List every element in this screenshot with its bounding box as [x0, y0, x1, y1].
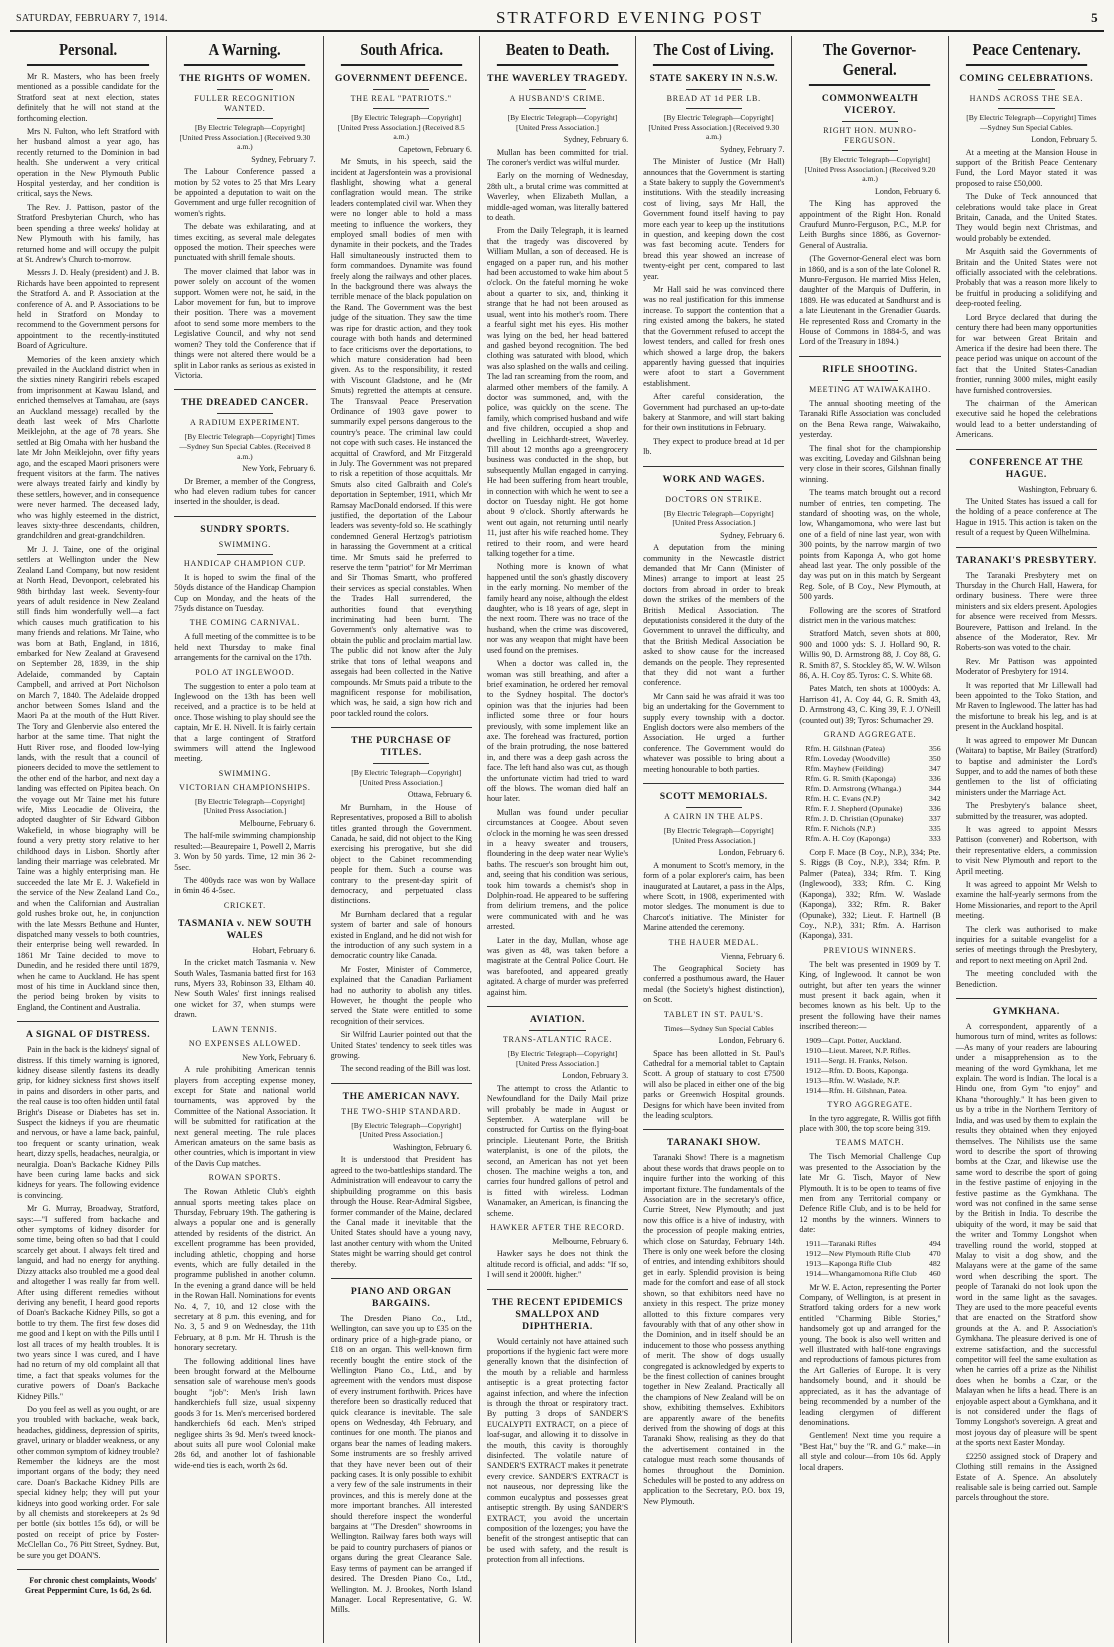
article-subheading: HANDS ACROSS THE SEA. — [969, 94, 1084, 103]
paragraph: Nothing more is known of what happened until the son's ghastly discovery in the early morning. No member of the family heard any noise, although the eldest daughter, who is 18 years of age, slept in the next room. There was no trace of the husband, when the crime was discovered, nor was any weapon that might have been used found on the premises. — [486, 562, 629, 655]
dateline: Melbourne, February 6. — [552, 1236, 629, 1246]
article-headline: A SIGNAL OF DISTRESS. — [26, 1029, 151, 1041]
paragraph: Memories of the keen anxiety which prevailed in the Auckland district when in the sixties ninety Rangiriri rebels escaped from imprisonment at Kawau Island, and enriched themselves at Tamahau, are (says an Auckland message) recalled by the death last week of Mrs Charlotte Meiklejohn, at the age of 78 years. She settled at Big Omaha with her husband the late Mr John Meiklejohn, over fifty years ago, and the escaped Maori prisoners were frequent visitors at the farm. The natives were always treated fairly and kindly by these settlers, however, and in consequence were never harmed. The deceased lady, who was highly esteemed in the district, leaves sixty-three descendants, children, grandchildren and great-grandchildren. — [17, 354, 160, 541]
paragraph: Sir Wilfrid Laurier pointed out that the United States' tendency to seek titles was growing. — [330, 1030, 472, 1061]
paragraph: Pain in the back is the kidneys' signal of distress. If this timely warning is ignored, kidney disease silently fastens its deadly grip, for kidney sickness first shows itself in pains and disorders in other parts, and the real cause is too often hidden until fatal Bright's Disease or Diabetes has set in. Suspect the kidneys if you are rheumatic and nervous, or have a lame back, painful, too frequent or scanty urination, weak heart, dizzy spells, headaches, neuralgia, or neuralgia. Doan's Backache Kidney Pills have been curing lame backs and sick kidneys for years. The following evidence is convincing. — [17, 1045, 160, 1200]
paragraph: Mr R. Masters, who has been freely mentioned as a possible candidate for the Stratford seat at next election, states definitely that he will not stand at the forthcoming election. — [17, 72, 160, 123]
list-item-label: 1911—Taranaki Rifles — [805, 1238, 877, 1248]
dateline: Hobart, February 6. — [252, 945, 316, 955]
list-item — [805, 1086, 940, 1096]
column-3 — [323, 36, 479, 1643]
paragraph: The second reading of the Bill was lost. — [340, 1064, 471, 1074]
paragraph: The teams match brought out a record number of entries, ten competing. The standard of shooting was, on the whole, low, Whangamomona, who were last but one of a field of nine last year, won with 300 points, by the narrow margin of two points from Kaponga A, who got home ahead last year. The only possible of the day was put on in this match by Sergeant Reg. Sole, of B Coy., New Plymouth, at 500 yards. — [799, 488, 941, 602]
paragraph: The Taranaki Presbytery met on Thursday in the Church Hall, Hawera, for ordinary business. There were three ministers and six elders present. Apologies for absence were received from Messrs. Bourevere, Pattison and Ireland. In the absence of the Moderator, Rev. Mr Roberts-son was voted to the chair. — [955, 570, 1097, 653]
article-headline: WORK AND WAGES. — [662, 473, 765, 485]
short-rule — [842, 121, 899, 122]
paragraph: Mr G. Murray, Broadway, Stratford, says:—"I suffered from backache and other symptoms of kidney disorder for some time, being often so bad that I could scarcely get about. I always felt tired and languid, and had no energy for anything. Dizzy attacks also troubled me a good deal and altogether I was really far from well. After using different remedies without deriving any benefit, I heard good reports of Doan's Backache Kidney Pills, so got a bottle to try them. The first few doses did me good and I kept on with the Pills until I lost all traces of my health troubles. It is two years since I was cured, and I have had no return of my old complaint all that time, a fact that speaks volumes for the curative powers of Doan's Backache Kidney Pills." — [17, 1204, 160, 1401]
list-item — [805, 834, 940, 844]
article-subheading: DOCTORS ON STRIKE. — [665, 494, 763, 504]
telegraph-credit: [By Electric Telegraph—Copyright] Times—Sydney Sun Special Cables. (Received 8 a.m.) — [179, 432, 316, 461]
telegraph-credit: [By Electric Telegraph—Copyright] [United Press Association.] (Received 9.30 a.m.) — [179, 123, 311, 152]
telegraph-credit: [By Electric Telegraph—Copyright] [United Press Association.] (Received 8.5 a.m.) — [337, 113, 465, 142]
article-separator — [17, 1021, 159, 1022]
article-headline: THE AMERICAN NAVY. — [342, 1090, 460, 1102]
list-item-label: Rfm. Mayhew (Feilding) — [805, 764, 884, 774]
short-rule — [686, 108, 743, 109]
paragraph: The Geographical Society has conferred a posthumous award, the Hauer medal (the Society's highest distinction), on Scott. — [643, 963, 785, 1005]
article-subheading: LAWN TENNIS. — [212, 1024, 278, 1034]
article-headline: SUNDRY SPORTS. — [200, 523, 290, 535]
paragraph: £2250 assigned stock of Drapery and Clothing still remains in the Assigned Estate of A. Spence. An absolutely realisable sale is being carried out. Sample parcels throughout the store. — [955, 1451, 1097, 1503]
article-separator — [956, 449, 1097, 450]
short-rule — [373, 89, 430, 90]
article-subheading: HAWKER AFTER THE RECORD. — [490, 1222, 625, 1232]
paragraph: It was agreed to appoint Mr Welsh to examine the half-yearly sermons from the Home Missionaries, and report to the April meeting. — [955, 879, 1097, 921]
paragraph: The King has approved the appointment of the Right Hon. Ronald Craufurd Munro-Ferguson, P.C., M.P. for Leith Burghs since 1886, as Governor-General of Australia. — [799, 199, 941, 250]
paragraph: Rev. Mr Pattison was appointed Moderator of Presbytery for 1914. — [955, 656, 1097, 677]
dateline: Vienna, February 6. — [720, 951, 785, 961]
article-headline: THE WAVERLEY TRAGEDY. — [487, 73, 628, 84]
list-item — [805, 754, 940, 764]
paragraph: The final shot for the championship was exciting, Loveday and Gilshnan being very close in their scores, Gilshnan finally winning. — [799, 443, 941, 484]
article-headline: THE RECENT EPIDEMICS SMALLPOX AND DIPHTHERIA. — [491, 1296, 624, 1332]
paragraph: At a meeting at the Mansion House in support of the British Peace Centenary Fund, the Lord Mayor stated it was proposed to raise £50,000. — [955, 147, 1097, 188]
article-subheading: PREVIOUS WINNERS. — [823, 945, 917, 955]
paragraph: A monument to Scott's memory, in the form of a polar explorer's cairn, has been inaugurated at Lautaret, a pass in the Alps, where Scott, in 1908, experimented with motor sledges. The monument is due to Charcot's initiative. The Minister for Marine attended the ceremony. — [643, 860, 785, 933]
column-2 — [166, 36, 322, 1643]
article-subheading: THE TWO-SHIP STANDARD. — [341, 1106, 462, 1116]
article-subheading: CRICKET. — [223, 900, 266, 910]
newspaper-title: STRATFORD EVENING POST — [495, 8, 763, 27]
list-item-value: 336 — [929, 774, 941, 784]
list-item-value: 350 — [929, 754, 941, 764]
list-item — [805, 794, 940, 804]
dateline: Sydney, February 6. — [720, 530, 785, 540]
paragraph: The mover claimed that labor was in power solely on account of the women support. Women were not, he said, in the Labor movement for fun, but to improve their position. There was a movement afoot to send some more members to the Legislative Council, and why not send women? They told the Conference that if things were not altered there would be a split in Labor ranks as serious as existed in Victoria. — [174, 266, 316, 380]
paragraph: Taranaki Show! There is a magnetism about these words that draws people on to inquire further into the working of this important fixture. The fundamentals of the Association are in the secretary's office, Currie Street, New Plymouth; and just now this office is a hive of industry, with the procession of people making entries, which close on Saturday, February 14th. There is only one week before the closing of entries, and intending exhibitors should get in early. Splendid provision is being made for the comfort and ease of all stock shown, so that exhibitors need have no anxiety in this respect. The prize money allotted to this fixture compares very favourably with that of any other show in the Dominion, and in itself should be an inducement to those who possess anything of merit. The show of dogs usually congregated is acknowledged by experts to be the finest collection of canines brought together in New Zealand. Practically all the champions of New Zealand will be on show, exhibiting themselves. Exhibitors are apparently aware of the benefits derived from the showing of dogs at this Taranaki Show, realising as they do that the advertisement contained in the catalogue must reach some thousands of homes throughout the Dominion. Schedules will be posted to any address on application to the Secretary, P.O. box 19, New Plymouth. — [643, 1153, 785, 1506]
article-subheading: ROWAN SPORTS. — [208, 1173, 282, 1183]
dateline: New York, February 6. — [242, 464, 316, 474]
list-item — [805, 814, 940, 824]
article-subheading: TRANS-ATLANTIC RACE. — [502, 1035, 613, 1045]
article-headline: TARANAKI'S PRESBYTERY. — [955, 554, 1097, 566]
article-headline: TASMANIA v. NEW SOUTH WALES — [178, 917, 312, 941]
paragraph: The suggestion to enter a polo team at Inglewood on the 13th has been well received, and a practice is to be held at once. Those wishing to play should see the captain, Mr E. H. Nivell. It is fairly certain that a large contingent of Stratford swimmers will attend the Inglewood meeting. — [174, 681, 316, 764]
paragraph: It is understood that President has agreed to the two-battleships standard. The Administration will endeavour to carry the shipbuilding programme on this basis through the House. Rear-Admiral Sigsbee, former commander of the Maine, declared the Canal made it inevitable that the United States should have a young navy, last another century with whom the United States might be warring should get control thereby. — [330, 1155, 472, 1269]
paragraph: Mullan was found under peculiar circumstances at Coogee. About seven o'clock in the morning he was seen dressed in a heavy sweater and trousers, floundering in the deep water near Wylie's baths. The rescuer's son brought him out, and, seeing that his condition was serious, took him towards a chemist's shop in Dolphin-road. He appeared to be suffering from delirium tremens, and the police were communicated with and he was arrested. — [486, 807, 629, 932]
article-headline: COMING CELEBRATIONS. — [959, 73, 1094, 84]
short-rule — [217, 554, 274, 555]
list-item — [805, 1076, 940, 1086]
list-item-label: Rfm. Loveday (Woodville) — [805, 754, 890, 764]
paragraph: Mr Smuts, in his speech, said the incident at Jagersfontein was a provisional flashlight, showing what a general conflagration would mean. The strike leaders contemplated civil war. When they were no longer able to hold a mass meeting to influence the workers, they employed small bodies of men with dynamite in their pockets, and the Trades Hall simultaneously instructed them to form commandoes. Dynamite was found freely along the railways and other places. In the background there was always the terrible menace of the black population on the Rand. The Government was the best judge of the situation. They saw the time was ripe for drastic action, and they took courage with both hands and determined to face criticisms over the deportations, to which mature consideration had been given. As to the responsibility, it rested with Viscount Gladstone, and he (Mr Smuts) regretted the attempts at censure. The Transvaal Peace Preservation Ordinance of 1903 gave power to summarily expel persons dangerous to the country's peace. The criminal law could not cope with such cases. He instanced the acquittal of Crawford, and Mr Fitzgerald in July. The Government was not prepared to risk a repetition of those acquittals. Mr Smuts also cited Galbraith and Cole's deportation in September, 1911, which Mr Ramsay MacDonald endorsed. If this were justified, the deportation of the Labour leaders was seventy-fold so. He scathingly condemned General Hertzog's patriotism in harassing the Government at a critical time. Mr Smuts said he preferred to reserve the term "patriot" for Mr Merriman and Sir Thomas Smartt, who proffered their services as special constables. When the Trades Hall surrendered, the authorities found that everything incriminating had been burnt. The Government's only alternative was to obtain the public and proclaim martial law. The public did not know after the July strike that tons of lethal weapons and assegais had been collected in the Native compounds. Mr Smuts paid a tribute to the magnificent response for mobilisation, which was, he said, a sign how rich and poor tackled round the colors. — [330, 157, 472, 718]
article-separator — [331, 727, 472, 728]
article-headline: AVIATION. — [530, 1014, 585, 1026]
paragraph: The Rev. J. Pattison, pastor of the Stratford Presbyterian Church, who has been spending a three weeks' holiday at New Plymouth with his family, has returned home and will occupy the pulpit at St. Andrew's Church to-morrow. — [17, 202, 160, 264]
dateline: London, February 3. — [562, 1071, 629, 1081]
list-item-value: 482 — [929, 1258, 941, 1268]
article-subheading: SWIMMING. — [218, 539, 272, 549]
score-list — [805, 1239, 940, 1279]
dateline: London, February 6. — [718, 1036, 785, 1046]
paragraph: Messrs J. D. Healy (president) and J. B. Richards have been appointed to represent the Stratford A. and P. Association at the conference of A. and P. Associations to be held in Stratford on Monday to recommend to the Government persons for appointment to the recently-instituted Board of Agriculture. — [17, 268, 160, 351]
article-separator — [643, 1129, 784, 1130]
telegraph-credit: [By Electric Telegraph—Copyright] [United Press Association.] (Received 9.20 a.m.) — [804, 155, 936, 184]
list-item-value: 347 — [929, 764, 941, 774]
paragraph: It is hoped to swim the final of the 50yds distance of the Handicap Champion Cup on Monday, and the heats of the 75yds distance on Tuesday. — [174, 572, 316, 613]
list-item-label: 1910—Lieut. Mareet, N.P. Rifles. — [805, 1045, 911, 1055]
article-separator — [174, 389, 315, 390]
list-item — [805, 1036, 940, 1046]
paragraph: A rule prohibiting American tennis players from accepting expense money, except for State and national world tournaments, was approved by the Committee of the National Association. It will be submitted for ratification at the next general meeting. The rule places American amateurs on the same basis as other countries, which is important in view of the Davis Cup matches. — [174, 1065, 316, 1168]
paragraph: Mr Cann said he was afraid it was too big an undertaking for the Government to supply every township with a doctor. English doctors were also members of the Association. He urged a further conference. The Government would do whatever was possible to bring about a meeting honourable to both parties. — [643, 691, 785, 774]
columns — [10, 36, 1104, 1643]
dateline: Capetown, February 6. — [398, 144, 472, 154]
paragraph: Mullan has been committed for trial. The coroner's verdict was wilful murder. — [486, 147, 629, 167]
paragraph: A full meeting of the committee is to be held next Thursday to make final arrangements for the carnival on the 17th. — [174, 632, 316, 663]
list-item — [805, 1269, 940, 1279]
dateline: Sydney, February 7. — [720, 144, 785, 154]
paragraph: The meeting concluded with the Benediction. — [955, 969, 1097, 989]
paragraph: The half-mile swimming championship resulted:—Beaurepaire 1, Powell 2, Marris 3. Won by 50 yards. Time, 12 min 36 2-5sec. — [174, 831, 316, 872]
list-item-label: 1913—Rfm. W. Waslade, N.P. — [805, 1075, 900, 1085]
column-heading: Peace Centenary. — [966, 40, 1088, 66]
article-headline: TARANAKI SHOW. — [666, 1137, 761, 1149]
list-item — [805, 764, 940, 774]
article-headline: STATE SAKERY IN N.S.W. — [649, 73, 779, 84]
list-item-value: 356 — [929, 744, 941, 754]
paragraph: The 400yds race was won by Wallace in 6min 46 4-5sec. — [174, 876, 316, 896]
paragraph: The following additional lines have been brought forward at the Melbourne sensation sale of warehouse men's goods bought "job": Men's Irish lawn handkerchiefs full size, usual sixpenny goods 3 for 1s. Men's mercerised bordered handkerchiefs 6d each. Men's striped negligee shirts 3s 9d. Men's tweed knock-about suits all pure wool Colonial make 28s 6d, and another lot of fashionable wide-end ties is each, worth 2s 6d. — [174, 1356, 316, 1470]
paragraph: Mr Asquith said the Governments of Britain and the United States were not officially associated with the celebrations. Probably that was a reason more likely to be fruitful in producing a solidifying and deep-rooted feeling. — [955, 247, 1097, 309]
article-subheading: VICTORIAN CHAMPIONSHIPS. — [179, 782, 311, 792]
list-item-value: 342 — [929, 794, 941, 804]
article-subheading: A CAIRN IN THE ALPS. — [664, 812, 764, 822]
list-item-label: 1914—Rfm. H. Gilshnan, Patea. — [805, 1085, 907, 1095]
paragraph: Dr Bremer, a member of the Congress, who had eleven radium tubes for cancer inserted in the shoulder, is dead. — [174, 476, 316, 507]
list-item-label: 1914—Whangamomona Rifle Club — [805, 1268, 917, 1278]
paragraph: Mrs N. Fulton, who left Stratford with her husband almost a year ago, has recently returned to the Dominion in bad health. She underwent a very critical operation in the New Plymouth Public Hospital yesterday, and her condition is critical, says the News. — [17, 127, 160, 199]
list-item-value: 336 — [929, 804, 941, 814]
advert-line: For chronic chest complaints, Woods' Great Peppermint Cure, 1s 6d, 2s 6d. — [24, 1576, 158, 1596]
paragraph: When a doctor was called in, the woman was still breathing, and after a brief examination, he ordered her removal to the Sydney hospital. The doctor's opinion was that the injuries had been inflicted some three or four hours previously, with some implement like an axe. The forehead was fractured, portion of the brain protruding, the nose battered in, and there was a deep gash across the face. The left hand also was cut, as though the unfortunate victim had tried to ward off the blows. The woman died half an hour later. — [486, 659, 629, 804]
list-item — [805, 1249, 940, 1259]
dateline: Washington, February 6. — [1018, 484, 1097, 494]
list-item — [805, 1259, 940, 1269]
list-item-label: Rfm. H. Gilshnan (Patea) — [805, 744, 885, 754]
list-item-label: 1909—Capt. Potter, Auckland. — [805, 1035, 902, 1045]
telegraph-credit: [By Electric Telegraph—Copyright] [United Press Association.] — [351, 768, 462, 787]
paragraph: The Rowan Athletic Club's eighth annual sports meeting takes place on Thursday, February 19th. The gathering is always a popular one and is generally attended by residents of the district. An excellent programme has been provided, including athletic, chopping and horse events, which are fully detailed in the programme published in another column. In the evening a grand dance will be held in the Rowan Hall. Nominations for events No. 4, 7, 10, and 12 close with the secretary at 8 p.m. this evening, and for No. 3, 5 and 9 on Wednesday, the 11th February, at 8 p.m. Mr H. Thrush is the honorary secretary. — [174, 1187, 316, 1353]
paragraph: The belt was presented in 1909 by T. King, of Inglewood. It cannot be won outright, but after ten years the winner must present it back again, when it becomes known as his belt. Up to the present the following have their names inscribed thereon:— — [799, 959, 941, 1032]
paragraph: Do you feel as well as you ought, or are you troubled with backache, weak back, headaches, giddiness, depression of spirits, gravel, urinary or bladder weakness, or any other common symptom of kidney trouble? Remember the kidneys are the most important organs of the body; they need care. Doan's Backache Kidney Pills are special kidney help; they will put your kidneys into good working order. For sale by all chemists and storekeepers at 2s 9d per bottle (six bottles 15s 6d), or will be posted on receipt of price by Foster-McClellan Co., 76 Pitt Street, Sydney. But, be sure you get DOAN'S. — [17, 1404, 160, 1560]
paragraph: In the tyro aggregate, R. Willis got fifth place with 300, the top score being 319. — [799, 1113, 941, 1133]
paragraph: Mr Hall said he was convinced there was no real justification for this immense increase. To support the contention that a ring existed among the bakers, he stated that the Government refused to accept the lowest tenders, and called for fresh ones which showed a large drop, the bakers apparently having guessed that inquiries were afoot to start a Government establishment. — [643, 285, 785, 388]
telegraph-credit: [By Electric Telegraph—Copyright] [United Press Association.] — [195, 796, 305, 816]
list-item-value: 337 — [929, 814, 941, 824]
paragraph: The Minister of Justice (Mr Hall) announces that the Government is starting a State bakery to supply the Government's institutions. With the steadily increasing cost of living, says Mr Hall, the Government found itself having to pay more each year to keep up the institutions in question, and keeping down the cost was fast becoming acute. Tenders for bread this year showed an increase of twenty-eight per cent, compared to last year. — [643, 157, 785, 281]
column-heading: Beaten to Death. — [497, 40, 619, 66]
dateline: Ottawa, February 6. — [407, 790, 472, 800]
list-item-value: 470 — [929, 1248, 941, 1258]
paragraph: From the Daily Telegraph, it is learned that the tragedy was discovered by William Mullan, a son of deceased. He is engaged on a paper run, and his mother had been accustomed to wake him about 5 o'clock. On the fateful morning he woke about a quarter to six, and, thinking it strange that he had not been aroused as usual, went into his mother's room. There a fearful sight met his eyes. His mother was lying on the bed, her head battered and gashed beyond recognition. The bed clothing was saturated with blood, which was also splashed on the walls and ceiling. The lad ran screaming from the room, and alarmed other members of the family. A doctor was summoned, and, with the police, was quickly on the scene. The family, which comprised husband and wife and five children, occupied a shop and dwelling in Leichhardt-street, Waverley. Till about 12 months ago a greengrocery business was conducted in the shop, but subsequently Mullan engaged in carrying. He had been suffering from heart trouble, in connection with which he went to see a doctor on Tuesday night. He got home about 9 o'clock. Shortly afterwards he went out again, not returning until nearly 11, just after his wife reached home. They retired to their room, and were heard talking together for a time. — [486, 226, 629, 559]
article-subheading: A HUSBAND'S CRIME. — [509, 94, 606, 103]
article-headline: RIFLE SHOOTING. — [822, 363, 918, 375]
short-rule — [529, 1030, 586, 1031]
article-subheading: BREAD AT 1d PER LB. — [666, 94, 761, 103]
article-subheading: NO EXPENSES ALLOWED. — [188, 1038, 302, 1048]
article-separator — [956, 547, 1097, 548]
article-headline: GOVERNMENT DEFENCE. — [334, 73, 468, 84]
score-list — [805, 1036, 940, 1096]
dateline: London, February 6. — [874, 186, 941, 196]
list-item — [805, 784, 940, 794]
article-subheading: RIGHT HON. MUNRO-FERGUSON. — [823, 126, 917, 145]
column-heading: The Governor-General. — [809, 40, 931, 86]
article-subheading: SWIMMING. — [218, 768, 272, 778]
column-7 — [948, 36, 1104, 1643]
telegraph-credit: [By Electric Telegraph—Copyright] [United Press Association.] — [507, 113, 618, 132]
article-subheading: MEETING AT WAIWAKAIHO. — [809, 384, 932, 394]
dateline: Sydney, February 7. — [251, 154, 316, 164]
article-subheading: TABLET IN ST. PAUL'S. — [663, 1009, 764, 1019]
list-item — [805, 804, 940, 814]
list-item-label: Rfm. D. Armstrong (Whanga.) — [805, 784, 902, 794]
list-item-value: 494 — [929, 1238, 941, 1248]
short-rule — [217, 89, 274, 90]
article-headline: THE RIGHTS OF WOMEN. — [179, 73, 311, 84]
list-item-value: 333 — [929, 834, 941, 844]
list-item-value: 335 — [929, 824, 941, 834]
dateline: Sydney, February 6. — [563, 135, 629, 145]
list-item-label: Rfm. H. C. Evans (N.P) — [805, 794, 880, 804]
list-item-label: 1913—Kaponga Rifle Club — [805, 1258, 892, 1268]
article-subheading: TYRO AGGREGATE. — [827, 1099, 913, 1109]
dateline: Melbourne, February 6. — [239, 819, 316, 828]
short-rule — [842, 380, 899, 381]
list-item-label: Rfm. J. D. Christian (Opunake) — [805, 814, 904, 824]
paragraph: Later in the day, Mullan, whose age was given as 48, was taken before a magistrate at the Central Police Court. He was barefooted, and appeared greatly agitated. A charge of murder was preferred against him. — [486, 935, 629, 997]
article-separator — [331, 1278, 472, 1279]
dateline: London, February 6. — [718, 848, 785, 858]
dateline: New York, February 6. — [242, 1052, 316, 1062]
paragraph: The Dresden Piano Co., Ltd., Wellington, can save you up to £35 on the ordinary price of a high-grade piano, or £18 on an organ. This well-known firm recently bought the entire stock of the Wellington Piano Co., Ltd., and by agreement with the vendors must dispose of every instrument forthwith. Prices have therefore been so drastically reduced that quick clearance is inevitable. The sale opens on Wednesday, 4th February, and continues for one month. The pianos and organs bear the names of leading makers. Some instruments are so freshly arrived that they have never been out of their packing cases. It is only possible to exhibit a very few of the sale instruments in their provinces, and this is merely done at the more important branches. All interested should therefore inspect the wonderful bargains at "The Dresden" showrooms in Wellington. Railway fares both ways will be paid to country purchasers of pianos or organs during the great Clearance Sale. Easy terms of payment can be arranged if desired. The Dresden Piano Co., Ltd., Wellington. M. J. Brookes, North Island Manager. Local Representative, G. W. Mills. — [330, 1313, 472, 1615]
list-item — [805, 744, 940, 754]
article-separator — [17, 1569, 159, 1570]
paragraph: The annual shooting meeting of the Taranaki Rifle Association was concluded on the Bena Rewa range, Waiwakaiho, yesterday. — [799, 398, 941, 440]
list-item — [805, 1066, 940, 1076]
list-item-label: Rfm. A. H. Coy (Kaponga) — [805, 834, 891, 844]
column-heading: South Africa. — [340, 40, 462, 66]
telegraph-credit: [By Electric Telegraph—Copyright] Times—Sydney Sun Special Cables. — [966, 113, 1097, 132]
paragraph: It was agreed to empower Mr Duncan (Waitara) to baptise, Mr Bailey (Stratford) to baptise and administer the Lord's Supper, and to add the names of both these gentlemen to the list of officiating ministers under the Marriage Act. — [955, 735, 1097, 797]
paragraph: Space has been allotted in St. Paul's Cathedral for a memorial tablet to Captain Scott. A group of statuary to cost £7500 will also be placed in either one of the big parks or Greenwich Hospital grounds. Designs for which have been invited from the leading sculptors. — [643, 1048, 785, 1120]
masthead — [10, 6, 1104, 32]
paragraph: Stratford Match, seven shots at 800, 900 and 1000 yds: S. J. Hollard 90, R. Willis 90, D. Armstrong 88, J. Coy 88, G. R. Smith 87, S. Stockley 85, W. W. Wilson 86, A. H. Coy 85. Tyros: C. S. White 68. — [799, 629, 941, 681]
page-number: 5 — [1091, 10, 1098, 25]
paragraph: Mr W. E. Acton, representing the Porter Company, of Wellington, is at present in Stratford taking orders for a new work entitled "Charming Bible Stories," handsomely got up and arranged for the young. The book is also well written and well illustrated with half-tone engravings and reproductions of famous pictures from the Art Galleries of Europe. It is very handsomely bound, and it should be appreciated, as it has the advantage of being recommended by a number of the leading clergymen of different denominations. — [799, 1282, 941, 1427]
short-rule — [686, 807, 743, 808]
short-rule — [217, 413, 274, 414]
paragraph: Mr J. J. Taine, one of the original settlers at Wellington under the New Zealand Land Company, but now resident at North Head, Devonport, celebrated his 98th birthday last week. Seventy-four years of adult residence in New Zealand still finds him wonderfully well—a fact which causes much gratification to his many friends and relations. Mr Taine, who was born at Bath, England, in 1816, embarked for New Zealand at Gravesend on September 28, 1839, in the ship Adelaide, commanded by Captain Campbell, and arrived at Port Nicholson on March 7, 1840. The Adelaide dropped anchor between Somes Island and the Maori Pa at the mouth of the Hutt River. The Tory and Glenbervie also entered the harbor at the same time. That night the Hutt River rose, and flooded low-lying lands, with the result that a council of pioneers decided to move the settlement to the other end of the harbor, and next day a landing was effected on Pipitea beach. On the voyage out Mr Taine met his future wife, Miss Leocadie de Oliveira, the adopted daughter of Sir Edward Gibbon Wakefield, in whose biography will be found a very pretty story relative to her childhood days in Lisbon. Shortly after landing their marriage was celebrated. Mr Taine was a highly enterprising man. He succeeded the late Mr E. J. Wakefield in the service of the New Zealand Land Co., and when the Californian and Australian gold rushes broke out, he, in conjunction with the late Messrs Bethune and Hunter, dispatched many vessels to both countries, their enterprise being well rewarded. In 1861 Mr Taine decided to move to Dunedin, and he resided there until 1879, when he came to Auckland. He has spent most of his time in Auckland since then, the period being broken by visits to England, the Continent and Australia. — [17, 544, 160, 1012]
paragraph: (The Governor-General elect was born in 1860, and is a son of the late Colonel R. Munro-Ferguson. He married Miss Helen, daughter of the Marquis of Dufferin, in 1889. He was educated at Sandhurst and is a late Lieutenant in the Grenadier Guards. He represented Ross and Cromarty in the House of Commons in 1884-5, and was Lord of the Treasury in 1894.) — [799, 254, 941, 347]
paragraph: The chairman of the American executive said he hoped the celebrations would lead to a better understanding of Americans. — [955, 398, 1097, 440]
paragraph: A correspondent, apparently of a humorous turn of mind, writes as follows:—As many of your readers are labouring under a misapprehension as to the meaning of the word Gymkhana, let me explain. The word is Indian. The local is a Hindu one, from Gym "to enjoy" and Khana "thoroughly." It has been given to us by a tribe in the Northern Territory of India, and was used by them to explain the results they obtained when they enjoyed themselves. The Nihilists use the same word to describe the sport of throwing bombs at the Czar, and likewise use the same word to describe the sport of going in the festive pastime of enjoying in the festive pastime as the Gymkhana. The word was not confined in the same sense by the British in India. To describe the ubiquity of the word, it may be said that the writer and Tommy Longshot when travelling round the world, stopped at Malay to visit a dog show, and the Malayans were at the game of the same word when describing the sport. The people of Taranaki do not look upon the word in the same light as the savages. They are used to the more peaceful events that are enacted on the Stratford show grounds at the A. and P. Association's Gymkhana. The pleasure derived is one of extreme satisfaction, and the successful competitor will feel the same exultation as when he carries off a prize as the Nihilist does when he bombs a Czar, or the Malayan when he lifts a head. There is an enjoyable aspect about a Gymkhana, and it is not considered under the flags of Tommy Longshot's sovereign. A great and most joyous day of pleasure will be spent at the sports next Easter Monday. — [955, 1022, 1097, 1448]
article-headline: THE DREADED CANCER. — [181, 397, 309, 409]
article-subheading: THE REAL "PATRIOTS." — [350, 94, 452, 103]
paragraph: Corp F. Mace (B Coy., N.P.), 334; Pte. S. Riggs (B Coy., N.P.), 334; Rfm. P. Palmer (Patea), 334; Rfm. T. King (Inglewood), 333; Rfm. C. King (Kaponga), 332; Rfm. W. Waslade (Kaponga), 332; Rfm. R. Baker (Opunake), 332; Lieut. F. Hartnell (B Coy., N.P.), 331; Rfm. A. Harrison (Kaponga), 331. — [799, 848, 941, 941]
article-separator — [643, 466, 784, 467]
paragraph: Gentlemen! Next time you require a "Best Hat," buy the "R. and G." make—in all style and colour—from 10s 6d. Apply local drapers. — [799, 1431, 941, 1472]
paragraph: After careful consideration, the Government had purchased an up-to-date bakery at Stanmore, and will start baking for their own institutions in February. — [643, 392, 785, 433]
dateline: London, February 5. — [1031, 135, 1097, 145]
telegraph-credit: [By Electric Telegraph—Copyright] [United Press Association.] — [663, 508, 774, 528]
short-rule — [217, 118, 274, 119]
article-separator — [956, 998, 1097, 999]
list-item-label: 1912—New Plymouth Rifle Club — [805, 1248, 911, 1258]
short-rule — [998, 89, 1055, 90]
article-subheading: TEAMS MATCH. — [835, 1138, 905, 1148]
list-item — [805, 1056, 940, 1066]
article-subheading: POLO AT INGLEWOOD. — [195, 667, 295, 677]
column-6 — [791, 36, 947, 1643]
telegraph-credit: Times—Sydney Sun Special Cables — [663, 1023, 774, 1033]
paragraph: Mr Burnham, in the House of Representatives, proposed a Bill to abolish titles granted through the Government. Canada, he said, did not object to the King exercising his prerogative, but she did object to the Cabinet recommending people for them. Such a course was contrary to the present-day spirit of democracy, and perpetuated class distinctions. — [330, 802, 472, 906]
column-heading: Personal. — [27, 40, 149, 66]
telegraph-credit: [By Electric Telegraph—Copyright] [United Press Association.] — [507, 1049, 618, 1068]
column-heading: A Warning. — [184, 40, 306, 66]
short-rule — [529, 108, 586, 109]
short-rule — [686, 490, 743, 491]
paragraph: The Tisch Memorial Challenge Cup was presented to the Association by the late Mr G. Tisch, Mayor of New Plymouth. It is to be open to teams of five men from any Territorial company or Defence Rifle Club, and is to be held for 12 months by the winners. Winners to date: — [799, 1152, 941, 1235]
article-separator — [643, 783, 784, 784]
paragraph: The United States has issued a call for the holding of a peace conference at The Hague in 1915. This action is taken on the result of a request by Queen Wilhelmina. — [955, 496, 1097, 538]
short-rule — [373, 763, 430, 764]
article-separator — [799, 356, 940, 357]
paragraph: Early on the morning of Wednesday, 28th ult., a brutal crime was committed at Waverley, when Elizabeth Mullan, a middle-aged woman, was literally battered to death. — [486, 171, 629, 223]
paragraph: The Presbytery's balance sheet, submitted by the treasurer, was adopted. — [955, 801, 1097, 821]
telegraph-credit: [By Electric Telegraph—Copyright] [United Press Association.] — [351, 1120, 462, 1140]
list-item-label: Rfm. G. R. Smith (Kaponga) — [805, 774, 896, 784]
short-rule — [686, 89, 743, 90]
list-item-label: 1911—Sergt. H. Franks, Nelson. — [805, 1055, 908, 1065]
paragraph: Would certainly not have attained such proportions if the hygienic fact were more generally known that the disinfection of the mouth by a reliable and harmless antiseptic is a great protecting factor against infection, and where the infection is through the throat or respiratory tract. By putting 3 drops of SANDER'S EUCALYPTI EXTRACT, on a piece of loaf-sugar, and allowing it to dissolve in the mouth, this cavity is thoroughly disinfected. The volatile nature of SANDER'S EXTRACT makes it penetrate every crevice. SANDER'S EXTRACT is not nauseous, nor depressing like the common eucalyptus and possesses great antiseptic strength. By using SANDER'S EXTRACT, you avoid the uncertain composition of the lozenges; you have the benefit of the strongest antiseptic that can be used with safety, and the result is protection from all infections. — [486, 1336, 629, 1565]
paragraph: In the cricket match Tasmania v. New South Wales, Tasmania batted first for 163 runs, Myers 33, Robinson 33, Eltham 40. New South Wales' first innings realised one wicket for 37, when stumps were drawn. — [174, 958, 316, 1020]
paragraph: They expect to produce bread at 1d per lb. — [643, 436, 785, 457]
article-headline: PIANO AND ORGAN BARGAINS. — [350, 1285, 452, 1309]
short-rule — [529, 89, 586, 90]
column-heading: The Cost of Living. — [653, 40, 775, 66]
article-subheading: HANDICAP CHAMPION CUP. — [183, 558, 306, 568]
list-item — [805, 824, 940, 834]
list-item-value: 344 — [929, 784, 941, 794]
article-separator — [487, 1289, 628, 1290]
article-headline: COMMONWEALTH VICEROY. — [821, 93, 919, 116]
telegraph-credit: [By Electric Telegraph—Copyright] [United Press Association.] (Received 9.30 a.m.) — [648, 113, 780, 142]
dateline: Washington, February 6. — [392, 1143, 472, 1153]
column-5 — [635, 36, 791, 1643]
article-subheading: FULLER RECOGNITION WANTED. — [194, 94, 296, 113]
list-item — [805, 774, 940, 784]
article-headline: SCOTT MEMORIALS. — [659, 791, 768, 803]
paragraph: Mr Burnham declared that a regular system of barter and sale of honours existed in England, and he did not wish for the introduction of any such system in a democratic country like Canada. — [330, 909, 472, 961]
telegraph-credit: [By Electric Telegraph—Copyright] [United Press Association.] — [663, 826, 774, 845]
paragraph: Lord Bryce declared that during the century there had been many opportunities for war between Great Britain and America if the desire had been there. The peace period was unique on account of the fact that the United States-Canadian frontier, running 3000 miles, might easily have furnished controversies. — [955, 312, 1097, 395]
short-rule — [998, 108, 1055, 109]
paragraph: It was reported that Mr Lillewall had been appointed to the Toko Station, and Mr Raven to Inglewood. The latter has had the misfortune to break his leg, and is at present in the Auckland hospital. — [955, 680, 1097, 732]
paragraph: The Labour Conference passed a motion by 52 votes to 25 that Mrs Leary be appointed a deputation to wait on the Government and urge fuller recognition of women's rights. — [174, 167, 316, 218]
paragraph: The debate was exhilarating, and at times exciting, as several male delegates opposed the motion. Their speeches were punctuated with shrill female shouts. — [174, 222, 316, 263]
list-item — [805, 1239, 940, 1249]
article-separator — [174, 516, 315, 517]
article-subheading: A RADIUM EXPERIMENT. — [189, 418, 300, 428]
paragraph: Mr Foster, Minister of Commerce, explained that the Canadian Parliament had no authority to abolish any titles. However, he thought the people who served the State were entitled to some recognition of their services. — [330, 964, 472, 1026]
column-1 — [10, 36, 166, 1643]
article-subheading: THE COMING CARNIVAL. — [189, 618, 301, 628]
list-item-label: Rfm. F. J. Shepherd (Opunake) — [805, 804, 903, 814]
paragraph: Pates Match, ten shots at 1000yds: A. Harrison 41, A. Coy 44, G. R. Smith 43, D. Armstrong 43, C. King 39, F. J. O'Neill (counted out) 39; Tyros: Schumacher 29. — [799, 684, 941, 725]
article-subheading: THE HAUER MEDAL. — [668, 937, 759, 947]
paragraph: It was agreed to appoint Messrs Pattison (convener) and Robertson, with their representative elders, a commission to visit New Plymouth and report to the April meeting. — [955, 824, 1097, 876]
paragraph: The attempt to cross the Atlantic to Newfoundland for the Daily Mail prize will probably be made in August or September. A waterplane will be constructed for Curtiss on the flying-boat principle. Lieutenant Porte, the British waterplanist, is one of the pilots, the second, an American has not yet been chosen. The machine weighs a ton, and carries four hundred gallons of petrol and is fitted with wireless. Lodman Wanamaker, an American, is financing the scheme. — [486, 1083, 629, 1218]
paragraph: A deputation from the mining community in the Newcastle district demanded that Mr Cann (Minister of Mines) arrange to import at least 25 doctors from abroad in order to break down the strikes of the members of the British Medical Association. The deputationists considered it the duty of the Government to unravel the difficulty, and that the British Medical Association be asked to show cause for the increased demands on the people. They represented that they did not want a further conference. — [643, 543, 785, 688]
article-separator — [331, 1083, 472, 1084]
paragraph: Following are the scores of Stratford district men in the various matches: — [799, 605, 941, 625]
article-headline: CONFERENCE AT THE HAGUE. — [969, 456, 1084, 480]
list-item-label: Rfm. F. Nichols (N.P.) — [805, 824, 876, 834]
paragraph: The clerk was authorised to make inquiries for a suitable evangelist for a series of meetings through the Presbytery, and report to next meeting on April 2nd. — [955, 924, 1097, 965]
short-rule — [842, 150, 899, 151]
short-rule — [373, 108, 430, 109]
paragraph: The Duke of Teck announced that celebrations would take place in Great Britain, Canada, and the United States. They would begin next Christmas, and would probably be extended. — [955, 192, 1097, 243]
paragraph: Hawker says he does not think the altitude record is official, and adds: "If so, I will send it 2000ft. higher." — [486, 1249, 629, 1280]
list-item-value: 460 — [929, 1268, 941, 1278]
article-headline: THE PURCHASE OF TITLES. — [351, 735, 452, 759]
score-list — [805, 744, 940, 844]
list-item-label: 1912—Rfm. D. Boots, Kaponga. — [805, 1065, 909, 1075]
column-4 — [479, 36, 635, 1643]
list-item — [805, 1046, 940, 1056]
issue-date: SATURDAY, FEBRUARY 7, 1914. — [16, 12, 168, 24]
article-subheading: GRAND AGGREGATE. — [823, 730, 917, 740]
article-separator — [487, 1006, 628, 1007]
article-headline: GYMKHANA. — [992, 1006, 1060, 1018]
